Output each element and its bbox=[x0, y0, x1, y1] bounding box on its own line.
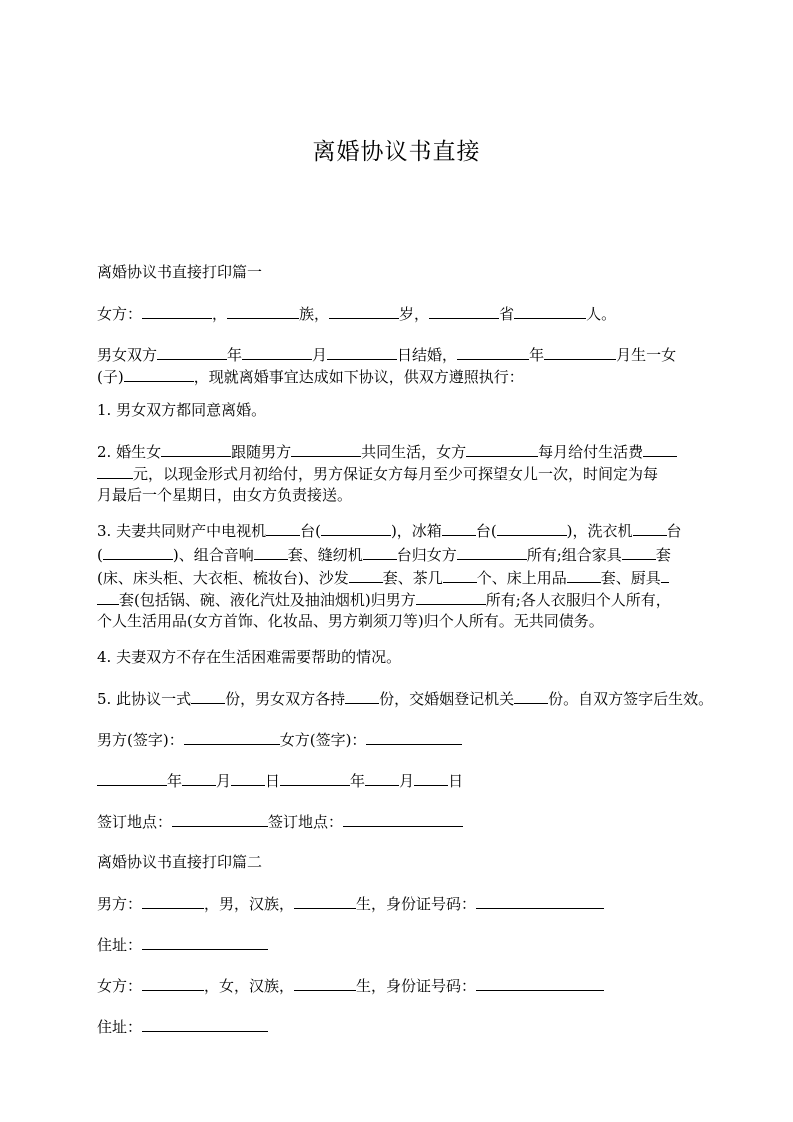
month-text: 月 bbox=[312, 346, 328, 364]
ethnic-text: 族， bbox=[299, 305, 330, 323]
comma: ， bbox=[212, 305, 228, 323]
kitchen-detail-text: 套(包括锅、碗、液化汽灶及抽油烟机)归男方 bbox=[119, 591, 416, 609]
blank-male2-birth bbox=[294, 893, 356, 909]
female2-born: 生，身份证号码： bbox=[356, 977, 477, 995]
blank-amount-1 bbox=[643, 441, 677, 457]
fridge-text: )，冰箱 bbox=[390, 522, 442, 540]
item-3-line-4 bbox=[97, 589, 703, 610]
female2-gender: ，女，汉族， bbox=[204, 977, 295, 995]
wash-text: )，洗衣机 bbox=[566, 522, 633, 540]
male2-line bbox=[97, 893, 703, 914]
item-2-line-3: 月最后一个星期日，由女方负责接送。 bbox=[97, 486, 353, 504]
paren-open: ( bbox=[97, 546, 103, 564]
address2-line bbox=[97, 1016, 703, 1037]
blank-date-day2 bbox=[414, 770, 448, 786]
item-1: 1. 男女双方都同意离婚。 bbox=[97, 401, 267, 419]
blank-date-month2 bbox=[365, 770, 399, 786]
child-text: (子) bbox=[97, 368, 124, 386]
tai-text: 台( bbox=[300, 522, 321, 540]
item2-rest1: 元，以现金形式月初给付，男方保证女方每月至少可探望女儿一次，时间定为每 bbox=[133, 465, 659, 483]
female-own-text: 台归女方 bbox=[396, 546, 457, 564]
blank-month bbox=[242, 344, 312, 360]
blank-copies bbox=[191, 688, 225, 704]
section2-heading: 离婚协议书直接打印篇二 bbox=[97, 853, 263, 871]
date-year: 年 bbox=[167, 772, 183, 790]
blank-registry bbox=[514, 688, 548, 704]
blank-kitchen-2 bbox=[97, 589, 119, 605]
blank-date-year bbox=[97, 770, 167, 786]
blank-tv bbox=[266, 520, 300, 536]
female-label: 女方： bbox=[97, 305, 143, 323]
audio-text: )、组合音响 bbox=[172, 546, 254, 564]
province-text: 省 bbox=[499, 305, 515, 323]
address1-line bbox=[97, 934, 703, 955]
sofa-text: (床、床头柜、大衣柜、梳妆台)、沙发 bbox=[97, 569, 349, 587]
address1-label: 住址： bbox=[97, 936, 143, 954]
item2-prefix: 2. 婚生女 bbox=[97, 443, 162, 461]
blank-age bbox=[329, 303, 399, 319]
blank-male-own bbox=[416, 589, 486, 605]
age-text: 岁， bbox=[399, 305, 430, 323]
blank-fridge-brand bbox=[497, 520, 567, 536]
item-2-line-2 bbox=[97, 463, 703, 484]
blank-month2 bbox=[544, 344, 616, 360]
tai3-text: 台 bbox=[666, 522, 682, 540]
blank-year bbox=[157, 344, 227, 360]
blank-wash-brand bbox=[103, 544, 173, 560]
marriage-line-2 bbox=[97, 366, 703, 387]
section1-heading: 离婚协议书直接打印篇一 bbox=[97, 263, 263, 281]
monthly-text: 每月给付生活费 bbox=[538, 443, 644, 461]
blank-female bbox=[466, 441, 538, 457]
item-3-line-2 bbox=[97, 544, 703, 565]
item5-prefix: 5. 此协议一式 bbox=[97, 690, 192, 708]
female2-label: 女方： bbox=[97, 977, 143, 995]
furniture-text: 所有;组合家具 bbox=[526, 546, 622, 564]
born-text: 月生一女 bbox=[616, 346, 677, 364]
year2-text: 年 bbox=[529, 346, 545, 364]
blank-address1 bbox=[142, 934, 268, 950]
sewing-text: 套、缝纫机 bbox=[287, 546, 363, 564]
item3-prefix: 3. 夫妻共同财产中电视机 bbox=[97, 522, 267, 540]
blank-year2 bbox=[457, 344, 529, 360]
blank-female2-birth bbox=[294, 975, 356, 991]
male2-label: 男方： bbox=[97, 895, 143, 913]
blank-female-sign bbox=[366, 729, 462, 745]
blank-sewing bbox=[363, 544, 397, 560]
blank-fridge bbox=[442, 520, 476, 536]
blank-place1 bbox=[172, 811, 268, 827]
blank-male2-name bbox=[142, 893, 204, 909]
item5-part2: 份，交婚姻登记机关 bbox=[379, 690, 515, 708]
blank-person bbox=[514, 303, 586, 319]
blank-female-own bbox=[457, 544, 527, 560]
female2-line bbox=[97, 975, 703, 996]
blank-tea bbox=[443, 567, 477, 583]
blank-daughter bbox=[161, 441, 231, 457]
blank-day bbox=[327, 344, 397, 360]
blank-place2 bbox=[343, 811, 463, 827]
item-3-line-1 bbox=[97, 520, 703, 541]
blank-furniture bbox=[622, 544, 656, 560]
follow-text: 跟随男方 bbox=[231, 443, 292, 461]
item-2-line-1 bbox=[97, 441, 703, 462]
blank-each bbox=[345, 688, 379, 704]
place1-label: 签订地点： bbox=[97, 813, 173, 831]
married-text: 日结婚， bbox=[397, 346, 458, 364]
male2-born: 生，身份证号码： bbox=[356, 895, 477, 913]
place2-label: 签订地点： bbox=[268, 813, 344, 831]
item-4: 4. 夫妻双方不存在生活困难需要帮助的情况。 bbox=[97, 648, 402, 666]
blank-wash bbox=[633, 520, 667, 536]
blank-amount-2 bbox=[97, 463, 133, 479]
blank-address2 bbox=[142, 1016, 268, 1032]
blank-date-year2 bbox=[280, 770, 350, 786]
date-month: 月 bbox=[216, 772, 232, 790]
set-text: 套 bbox=[655, 546, 671, 564]
female-sign-label: 女方(签字)： bbox=[279, 731, 367, 749]
blank-bed bbox=[567, 567, 601, 583]
blank-ethnic bbox=[227, 303, 299, 319]
clothes-text: 所有;各人衣服归个人所有， bbox=[485, 591, 671, 609]
blank-tv-brand bbox=[321, 520, 391, 536]
marriage-prefix: 男女双方 bbox=[97, 346, 158, 364]
blank-follow bbox=[291, 441, 361, 457]
date-line bbox=[97, 770, 703, 791]
blank-date-day bbox=[231, 770, 265, 786]
blank-male-sign bbox=[184, 729, 280, 745]
male-sign-label: 男方(签字)： bbox=[97, 731, 184, 749]
signature-line bbox=[97, 729, 703, 750]
item-3-line-3 bbox=[97, 567, 703, 588]
male2-gender: ，男，汉族， bbox=[204, 895, 295, 913]
blank-kitchen-1 bbox=[661, 567, 669, 583]
place-line bbox=[97, 811, 703, 832]
marriage-line-1 bbox=[97, 344, 703, 365]
date-year2: 年 bbox=[350, 772, 366, 790]
item-3-line-5: 个人生活用品(女方首饰、化妆品、男方剃须刀等)归个人所有。无共同债务。 bbox=[97, 612, 604, 630]
date-day: 日 bbox=[265, 772, 281, 790]
date-month2: 月 bbox=[399, 772, 415, 790]
document-title: 离婚协议书直接 bbox=[312, 139, 481, 165]
tea-text: 套、茶几 bbox=[382, 569, 443, 587]
blank-date-month bbox=[182, 770, 216, 786]
person-text: 人。 bbox=[586, 305, 617, 323]
female-info-line bbox=[97, 303, 703, 324]
item5-part3: 份。自双方签字后生效。 bbox=[548, 690, 714, 708]
bed-text: 个、床上用品 bbox=[476, 569, 567, 587]
tai2-text: 台( bbox=[475, 522, 497, 540]
blank-name bbox=[142, 303, 212, 319]
blank-audio bbox=[254, 544, 288, 560]
blank-province bbox=[429, 303, 499, 319]
blank-child bbox=[124, 366, 194, 382]
date-day2: 日 bbox=[448, 772, 464, 790]
blank-female2-id bbox=[476, 975, 604, 991]
live-text: 共同生活，女方 bbox=[361, 443, 467, 461]
blank-male2-id bbox=[476, 893, 604, 909]
item-5 bbox=[97, 688, 714, 709]
blank-sofa bbox=[349, 567, 383, 583]
marriage-rest: ，现就离婚事宜达成如下协议，供双方遵照执行： bbox=[193, 368, 524, 386]
blank-female2-name bbox=[142, 975, 204, 991]
year-text: 年 bbox=[227, 346, 243, 364]
kitchen-text: 套、厨具 bbox=[600, 569, 661, 587]
item5-part1: 份，男女双方各持 bbox=[225, 690, 346, 708]
address2-label: 住址： bbox=[97, 1018, 143, 1036]
